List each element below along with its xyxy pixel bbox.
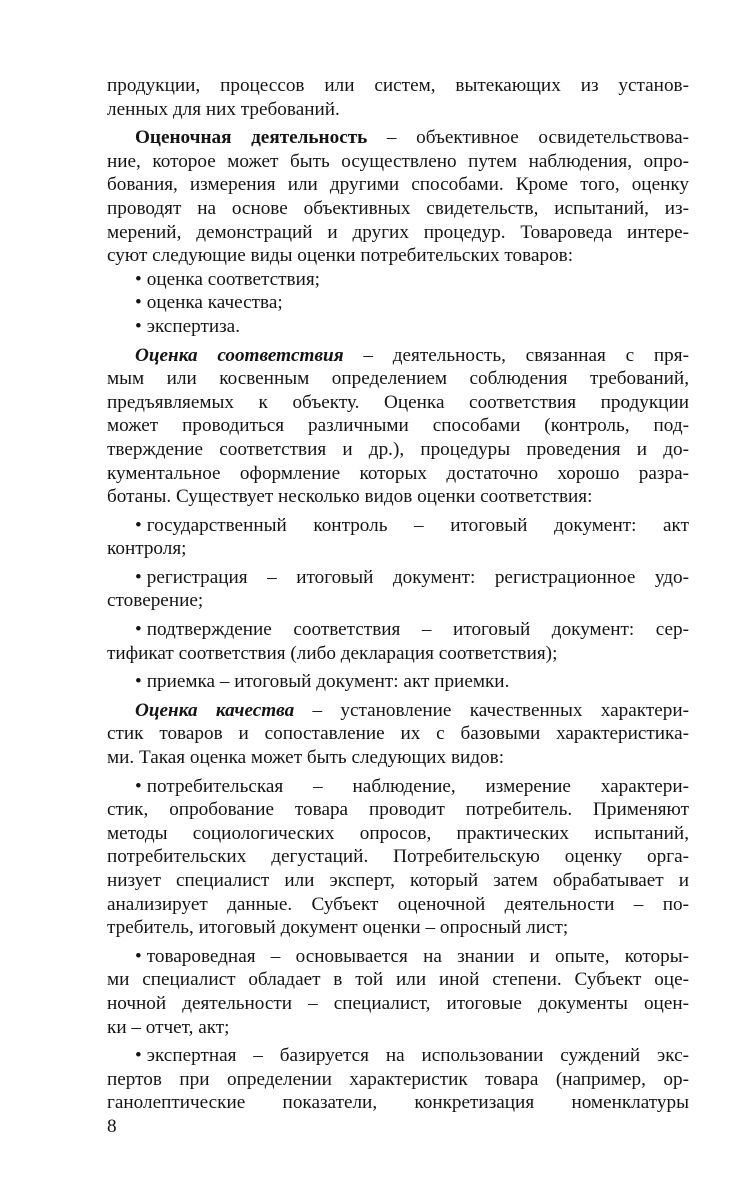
paragraph-assessment-activity <box>107 126 689 338</box>
text-line: ми. Такая оценка может быть следующих видов: <box>107 747 505 769</box>
text-line: требитель, итоговый документ оценки – опросный лист; <box>107 917 569 939</box>
bullet-icon: • <box>135 292 142 314</box>
paragraph-conformity-assessment <box>107 344 689 509</box>
text-line: ки – отчет, акт; <box>107 1016 230 1038</box>
text-line <box>107 566 689 590</box>
list-item-acceptance <box>107 670 689 694</box>
bullet-icon: • <box>135 315 142 337</box>
text-fragment: потребительская – наблюдение, измерение характери- <box>146 775 689 797</box>
text-line: кументальное оформление которых достаточно хорошо разра- <box>107 462 689 484</box>
text-line: стик, опробование товара проводит потребитель. Применяют <box>107 799 689 821</box>
paragraph-quality-assessment <box>107 699 689 770</box>
bullet-icon: • <box>135 619 142 641</box>
text-line: пертов при определении характеристик товара (например, ор- <box>107 1068 689 1090</box>
bullet-icon: • <box>135 514 142 536</box>
bullet-icon: • <box>135 945 142 967</box>
text-fragment: – установление качественных характери- <box>294 699 689 721</box>
text-line <box>107 945 689 969</box>
term-quality-assessment: Оценка качества <box>135 699 295 721</box>
text-fragment: товароведная – основывается на знании и опыте, которы- <box>146 945 689 967</box>
text-fragment: приемка – итоговый документ: акт приемки. <box>146 671 510 693</box>
text-line: контроля; <box>107 538 187 560</box>
bullet-icon: • <box>135 566 142 588</box>
text-line: стоверение; <box>107 590 204 612</box>
text-fragment: экспертная – базируется на использовании суждений экс- <box>146 1045 689 1067</box>
list-item <box>107 268 689 292</box>
list-item-commodity <box>107 945 689 1039</box>
text-line: тверждение соответствия и др.), процедуры проведения и до- <box>107 438 689 460</box>
text-line <box>107 126 689 150</box>
text-line: тификат соответствия (либо декларация соответствия); <box>107 642 558 664</box>
text-fragment: – деятельность, связанная с пря- <box>343 344 689 366</box>
list-item-consumer <box>107 775 689 940</box>
text-line <box>107 344 689 368</box>
text-line: низует специалист или эксперт, который затем обрабатывает и <box>107 870 689 891</box>
text-line: стик товаров и сопоставление их с базовыми характеристика- <box>107 723 689 745</box>
list-item-text: оценка соответствия; <box>146 268 321 290</box>
text-line: проводят на основе объективных свидетельств, испытаний, из- <box>107 197 689 219</box>
text-line: ганолептические показатели, конкретизация номенклатуры <box>107 1092 689 1114</box>
text-line <box>107 775 689 799</box>
text-line: ботаны. Существует несколько видов оценки соответствия: <box>107 486 593 508</box>
text-line <box>107 1044 689 1068</box>
text-line: анализирует данные. Субъект оценочной деятельности – по- <box>107 893 689 915</box>
text-line <box>107 514 689 538</box>
page-number: 8 <box>107 1116 117 1137</box>
text-fragment: государственный контроль – итоговый документ: акт <box>146 514 689 536</box>
list-item-text: экспертиза. <box>146 315 240 337</box>
text-line <box>107 618 689 642</box>
text-line: потребительских дегустаций. Потребительскую оценку орга- <box>107 846 689 868</box>
term-conformity-assessment: Оценка соответствия <box>135 344 344 366</box>
text-line: ленных для них требований. <box>107 98 340 120</box>
text-line: мерений, демонстраций и других процедур. Товароведа интере- <box>107 221 689 243</box>
text-line: ние, которое может быть осуществлено путем наблюдения, опро- <box>107 150 689 172</box>
paragraph-continuation <box>107 74 689 121</box>
list-item-state-control <box>107 514 689 561</box>
list-item <box>107 291 689 315</box>
text-line <box>107 670 689 694</box>
text-line: предъявляемых к объекту. Оценка соответствия продукции <box>107 391 689 413</box>
text-fragment: регистрация – итоговый документ: регистрационное удо- <box>146 566 689 588</box>
text-line: продукции, процессов или систем, вытекающих из установ- <box>107 75 689 96</box>
list-item-registration <box>107 566 689 613</box>
bullet-icon: • <box>135 671 142 693</box>
list-item-confirmation <box>107 618 689 665</box>
bullet-icon: • <box>135 268 142 290</box>
list-item-text: оценка качества; <box>146 292 283 314</box>
list-item-expert <box>107 1044 689 1115</box>
text-fragment: подтверждение соответствия – итоговый документ: сер- <box>146 619 689 641</box>
text-line: бования, измерения или другими способами. Кроме того, оценку <box>107 174 689 196</box>
page-body <box>107 74 689 1115</box>
bullet-icon: • <box>135 1045 142 1067</box>
text-line: может проводиться различными способами (контроль, под- <box>107 415 689 437</box>
text-line: ми специалист обладает в той или иной степени. Субъект оце- <box>107 969 689 991</box>
text-line <box>107 699 689 723</box>
list-item <box>107 315 689 339</box>
text-line: методы социологических опросов, практических испытаний, <box>107 822 689 844</box>
text-line: мым или косвенным определением соблюдения требований, <box>107 368 689 390</box>
text-line: суют следующие виды оценки потребительских товаров: <box>107 245 574 267</box>
text-line: ночной деятельности – специалист, итоговые документы оцен- <box>107 992 689 1014</box>
term-assessment-activity: Оценочная деятельность <box>135 127 368 149</box>
text-fragment: – объективное освидетельствова- <box>367 127 689 149</box>
bullet-icon: • <box>135 775 142 797</box>
